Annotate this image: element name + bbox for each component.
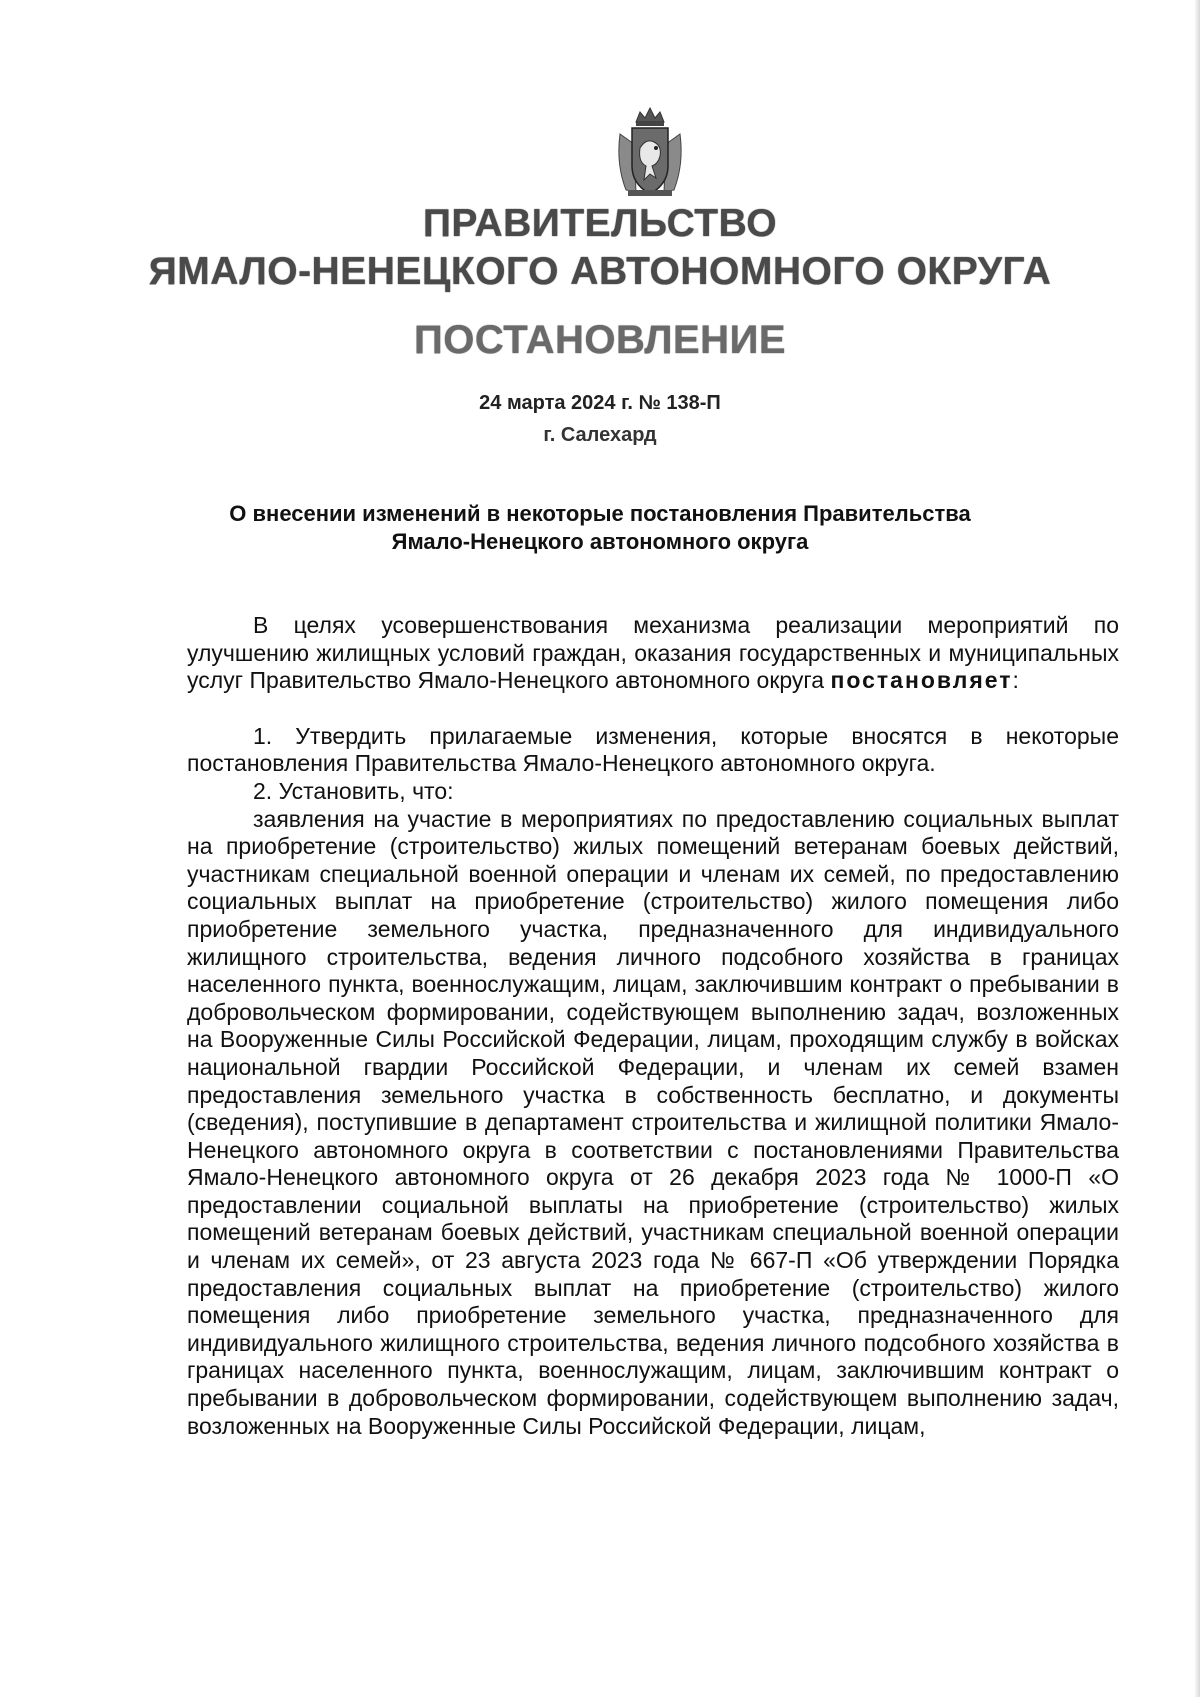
government-line-2: ЯМАЛО-НЕНЕЦКОГО АВТОНОМНОГО ОКРУГА [148, 250, 1052, 293]
document-body [187, 612, 1119, 1440]
preamble-text: В целях усовершенствования механизма реализации мероприятий по улучшению жилищных условий граждан, оказания государственных и муниципальных услуг Правительство Ямало-Ненецкого автономного округа [187, 612, 1119, 694]
resolves-colon: : [1012, 667, 1019, 694]
resolves-word: постановляет [830, 667, 1013, 694]
document-type: ПОСТАНОВЛЕНИЕ [413, 318, 786, 362]
document-title [0, 500, 1200, 556]
title-line-2: Ямало-Ненецкого автономного округа [391, 529, 809, 554]
document-city: г. Салехард [543, 424, 657, 446]
preamble-paragraph [187, 612, 1119, 695]
title-line-1: О внесении изменений в некоторые постановления Правительства [229, 501, 971, 526]
issuer-header [0, 200, 1200, 296]
document-date-number: 24 марта 2024 г. № 138-П [479, 392, 721, 414]
item-1-paragraph: 1. Утвердить прилагаемые изменения, которые вносятся в некоторые постановления Правительства Ямало-Ненецкого автономного округа. [187, 722, 1119, 777]
coat-of-arms-icon [612, 104, 688, 200]
government-line-1: ПРАВИТЕЛЬСТВО [422, 202, 778, 245]
item-2-text-paragraph: заявления на участие в мероприятиях по предоставлению социальных выплат на приобретение (строительство) жилых помещений ветеранам боевых действий, участникам специальной военной операции и членам их семей, по предоставлению социальных выплат на приобретение (строительство) жилого помещения либо приобретение земельного участка, предназначенного для индивидуального жилищного строительства, ведения личного подсобного хозяйства в границах населенного пункта, военнослужащим, лицам, заключившим контракт о пребывании в добровольческом формировании, содействующем выполнению задач, возложенных на Вооруженные Силы Российской Федерации, лицам, проходящим службу в войсках национальной гвардии Российской Федерации, и членам их семей взамен предоставления земельного участка в собственность бесплатно, и документы (сведения), поступившие в департамент строительства и жилищной политики Ямало-Ненецкого автономного округа в соответствии с постановлениями Правительства Ямало-Ненецкого автономного округа от 26 декабря 2023 года № 1000-П «О предоставлении социальной выплаты на приобретение (строительство) жилых помещений ветеранам боевых действий, участникам специальной военной операции и членам их семей», от 23 августа 2023 года № 667-П «Об утверждении Порядка предоставления социальных выплат на приобретение (строительство) жилого помещения либо приобретение земельного участка, предназначенного для индивидуального жилищного строительства, ведения личного подсобного хозяйства в границах населенного пункта, военнослужащим, лицам, заключившим контракт о пребывании в добровольческом формировании, содействующем выполнению задач, возложенных на Вооруженные Силы Российской Федерации, лицам, [187, 805, 1119, 1439]
item-2-paragraph: 2. Установить, что: [253, 777, 454, 804]
